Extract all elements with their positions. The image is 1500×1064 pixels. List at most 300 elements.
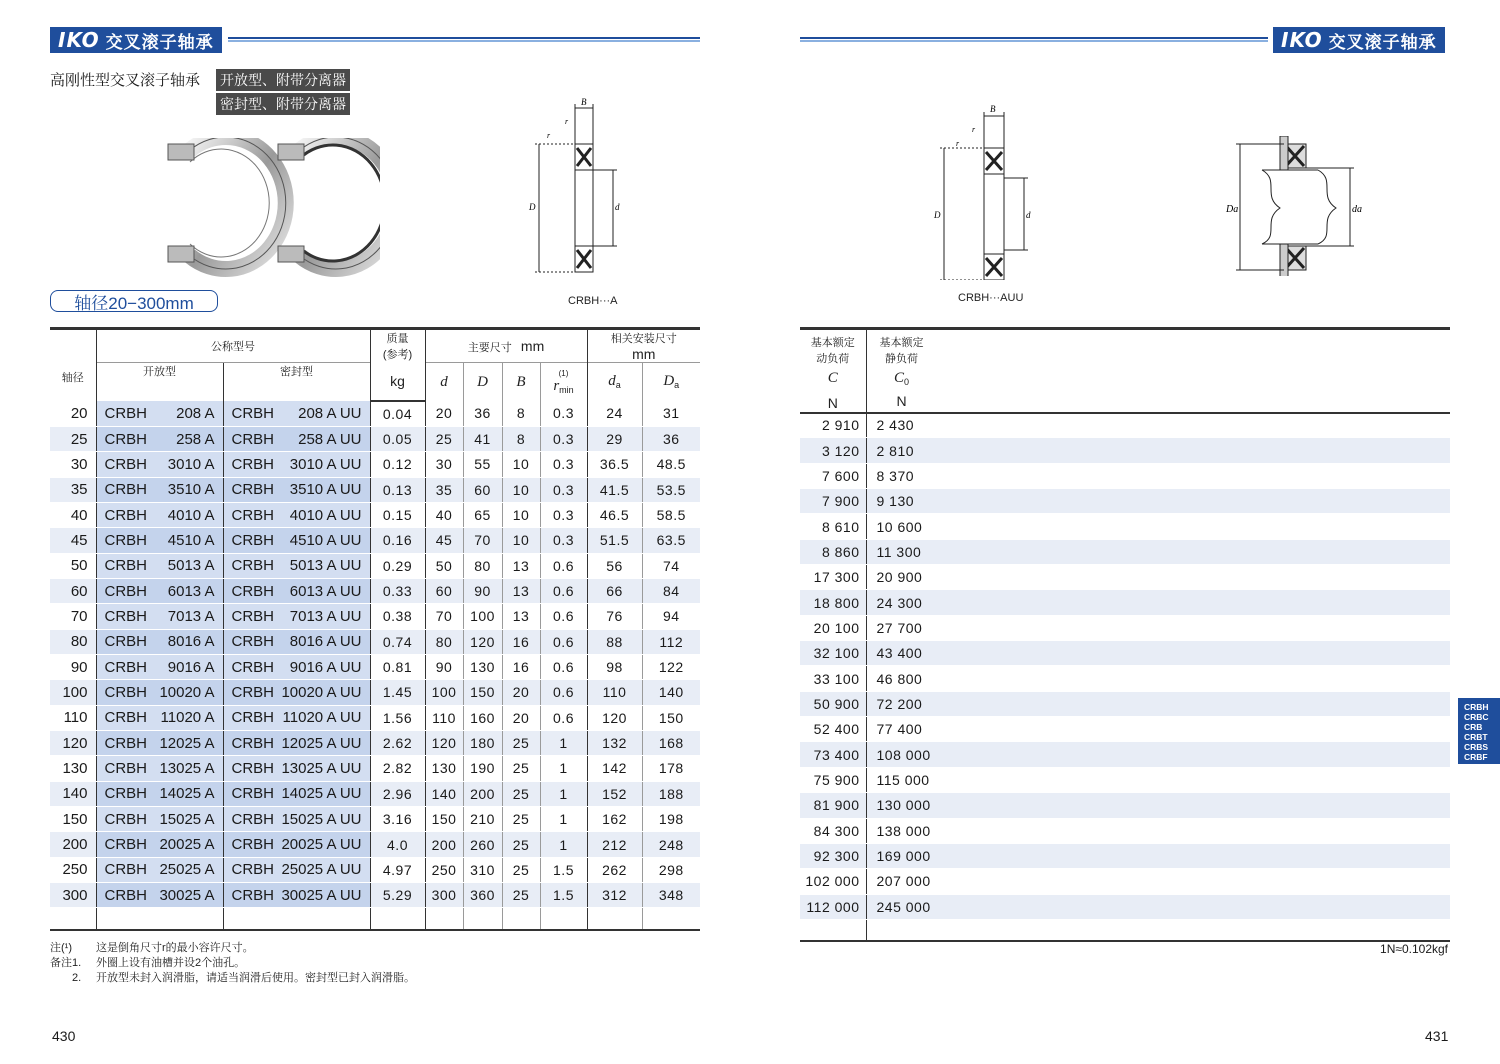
cell-rmin: 0.3 — [540, 452, 587, 477]
cell-da: 36.5 — [587, 452, 642, 477]
cell-sealed-model: CRBH 30025 A UU — [223, 883, 370, 908]
cell-C0: 2 430 — [866, 413, 937, 438]
dim-D: D — [934, 210, 941, 220]
cell-Da: 168 — [642, 730, 700, 755]
cell-C0: 27 700 — [866, 615, 937, 640]
table-row — [50, 604, 700, 629]
cell-d: 35 — [425, 477, 463, 502]
cell-sealed-model: CRBH 4010 A UU — [223, 502, 370, 527]
table-row — [50, 401, 700, 426]
table-row — [50, 578, 700, 603]
cell-Da: 48.5 — [642, 452, 700, 477]
cell-empty — [937, 742, 1450, 767]
cell-empty — [937, 489, 1450, 514]
cell-sealed-model: CRBH 258 A UU — [223, 426, 370, 451]
page-number-right: 431 — [1425, 1028, 1449, 1044]
dimension-table — [50, 327, 700, 931]
table-row — [800, 641, 1450, 666]
table-row — [800, 691, 1450, 716]
cell-D: 80 — [463, 553, 502, 578]
iko-logo: IKO — [1281, 28, 1323, 52]
cell-da: 76 — [587, 604, 642, 629]
cell-empty — [937, 413, 1450, 438]
table-row — [50, 654, 700, 679]
table-row — [50, 502, 700, 527]
dim-r: r — [547, 131, 551, 140]
cell-open-model: CRBH 8016 A — [96, 629, 223, 654]
cell-da: 312 — [587, 883, 642, 908]
cell-rmin: 0.6 — [540, 578, 587, 603]
col-Da-header: $D_a$ — [642, 363, 700, 402]
cell-rmin: 0.3 — [540, 477, 587, 502]
cell-shaft: 60 — [50, 578, 96, 603]
cell-mass: 2.82 — [370, 756, 425, 781]
cell-C0: 207 000 — [866, 869, 937, 894]
table-row — [50, 730, 700, 755]
cell-shaft: 110 — [50, 705, 96, 730]
cell-C0: 115 000 — [866, 767, 937, 792]
cell-B: 10 — [502, 502, 540, 527]
cell-rmin: 0.6 — [540, 553, 587, 578]
cell-mass: 5.29 — [370, 883, 425, 908]
col-mass-header: 质量 (参考) — [370, 329, 425, 363]
product-subtitle: 高刚性型交叉滚子轴承 — [50, 72, 201, 89]
cell-B: 16 — [502, 629, 540, 654]
cell-C: 33 100 — [800, 666, 866, 691]
table-row — [800, 463, 1450, 488]
section-title: 交叉滚子轴承 — [105, 32, 214, 52]
cell-open-model: CRBH 5013 A — [96, 553, 223, 578]
cell-C0: 138 000 — [866, 818, 937, 843]
table-row — [800, 565, 1450, 590]
iko-logo: IKO — [58, 28, 100, 52]
dim-r: r — [565, 117, 569, 126]
table-row — [800, 489, 1450, 514]
cell-B: 10 — [502, 477, 540, 502]
cell-C0: 46 800 — [866, 666, 937, 691]
cell-rmin: 0.3 — [540, 528, 587, 553]
cell-B: 25 — [502, 730, 540, 755]
table-row — [800, 793, 1450, 818]
table-row — [800, 666, 1450, 691]
cell-D: 70 — [463, 528, 502, 553]
cell-d: 40 — [425, 502, 463, 527]
cell-C: 32 100 — [800, 641, 866, 666]
cell-d: 45 — [425, 528, 463, 553]
table-row — [50, 528, 700, 553]
cell-shaft: 40 — [50, 502, 96, 527]
cell-D: 100 — [463, 604, 502, 629]
unit-conversion-note: 1N≈0.102kgf — [1380, 942, 1448, 956]
dim-B: B — [581, 97, 587, 107]
cell-d: 150 — [425, 807, 463, 832]
series-side-tab[interactable] — [1458, 698, 1500, 764]
cell-open-model: CRBH 208 A — [96, 401, 223, 426]
cell-rmin: 1.5 — [540, 883, 587, 908]
col-C0-header: 基本额定 静负荷 $C_0$ N — [866, 329, 937, 413]
cell-C: 81 900 — [800, 793, 866, 818]
cell-mass: 0.74 — [370, 629, 425, 654]
col-rmin-header: (1) $r_{min}$ — [540, 363, 587, 402]
table-row — [800, 717, 1450, 742]
cell-da: 88 — [587, 629, 642, 654]
cell-sealed-model: CRBH 25025 A UU — [223, 857, 370, 882]
cell-mass: 0.16 — [370, 528, 425, 553]
cell-C: 112 000 — [800, 894, 866, 919]
table-row — [800, 767, 1450, 792]
table-row — [50, 426, 700, 451]
cell-open-model: CRBH 13025 A — [96, 756, 223, 781]
table-row — [50, 857, 700, 882]
side-tab-item[interactable]: CRBH — [1464, 702, 1489, 712]
cell-open-model: CRBH 15025 A — [96, 807, 223, 832]
cell-C: 92 300 — [800, 843, 866, 868]
cell-B: 25 — [502, 781, 540, 806]
cell-empty — [937, 565, 1450, 590]
cell-B: 25 — [502, 756, 540, 781]
cell-sealed-model: CRBH 3510 A UU — [223, 477, 370, 502]
col-main-dims-header: 主要尺寸 mm — [425, 329, 587, 363]
cell-D: 55 — [463, 452, 502, 477]
cell-B: 13 — [502, 578, 540, 603]
col-da-header: $d_a$ — [587, 363, 642, 402]
section-drawing-auu — [930, 100, 1040, 280]
cell-Da: 122 — [642, 654, 700, 679]
cell-B: 16 — [502, 654, 540, 679]
cell-mass: 0.04 — [370, 401, 425, 426]
cell-rmin: 1 — [540, 807, 587, 832]
figure-label-a: CRBH···A — [568, 295, 618, 307]
cell-shaft: 300 — [50, 883, 96, 908]
cell-C: 7 900 — [800, 489, 866, 514]
table-row — [800, 590, 1450, 615]
cell-C: 52 400 — [800, 717, 866, 742]
cell-C: 75 900 — [800, 767, 866, 792]
cell-sealed-model: CRBH 7013 A UU — [223, 604, 370, 629]
cell-d: 25 — [425, 426, 463, 451]
cell-Da: 84 — [642, 578, 700, 603]
cell-mass: 0.33 — [370, 578, 425, 603]
table-row — [50, 680, 700, 705]
section-title: 交叉滚子轴承 — [1328, 32, 1437, 52]
cell-empty — [937, 666, 1450, 691]
dim-r: r — [972, 125, 976, 134]
cell-d: 140 — [425, 781, 463, 806]
cell-Da: 248 — [642, 832, 700, 857]
cell-sealed-model: CRBH 208 A UU — [223, 401, 370, 426]
cell-C: 7 600 — [800, 463, 866, 488]
cell-D: 260 — [463, 832, 502, 857]
cell-shaft: 120 — [50, 730, 96, 755]
cell-C0: 130 000 — [866, 793, 937, 818]
cell-open-model: CRBH 3510 A — [96, 477, 223, 502]
cell-shaft: 80 — [50, 629, 96, 654]
cell-da: 66 — [587, 578, 642, 603]
cell-C0: 11 300 — [866, 539, 937, 564]
page-number-left: 430 — [52, 1028, 76, 1044]
cell-sealed-model: CRBH 10020 A UU — [223, 680, 370, 705]
cell-sealed-model: CRBH 13025 A UU — [223, 756, 370, 781]
cell-C0: 108 000 — [866, 742, 937, 767]
cell-open-model: CRBH 14025 A — [96, 781, 223, 806]
cell-sealed-model: CRBH 12025 A UU — [223, 730, 370, 755]
cell-shaft: 150 — [50, 807, 96, 832]
col-d-header: d — [425, 363, 463, 402]
dim-r: r — [956, 139, 960, 148]
col-shaft-header: 轴径 — [50, 329, 96, 402]
cell-B: 20 — [502, 705, 540, 730]
col-mass-unit: kg — [370, 363, 425, 402]
cell-B: 25 — [502, 832, 540, 857]
cell-Da: 63.5 — [642, 528, 700, 553]
cell-rmin: 1 — [540, 756, 587, 781]
cell-C: 84 300 — [800, 818, 866, 843]
cell-B: 10 — [502, 528, 540, 553]
table-row — [800, 742, 1450, 767]
cell-sealed-model: CRBH 14025 A UU — [223, 781, 370, 806]
col-B-header: B — [502, 363, 540, 402]
cell-mass: 2.96 — [370, 781, 425, 806]
cell-D: 190 — [463, 756, 502, 781]
brand-header-left — [50, 27, 222, 53]
table-row — [50, 629, 700, 654]
cell-shaft: 45 — [50, 528, 96, 553]
cell-empty — [937, 615, 1450, 640]
cell-Da: 198 — [642, 807, 700, 832]
cell-open-model: CRBH 7013 A — [96, 604, 223, 629]
cell-C: 73 400 — [800, 742, 866, 767]
cell-sealed-model: CRBH 15025 A UU — [223, 807, 370, 832]
cell-Da: 31 — [642, 401, 700, 426]
dim-D: D — [529, 202, 536, 212]
cell-mass: 3.16 — [370, 807, 425, 832]
cell-da: 110 — [587, 680, 642, 705]
cell-mass: 0.05 — [370, 426, 425, 451]
cell-mass: 0.81 — [370, 654, 425, 679]
cell-da: 51.5 — [587, 528, 642, 553]
cell-shaft: 20 — [50, 401, 96, 426]
cell-rmin: 1 — [540, 832, 587, 857]
cell-sealed-model: CRBH 9016 A UU — [223, 654, 370, 679]
bearing-photos — [150, 138, 380, 278]
cell-B: 25 — [502, 807, 540, 832]
footnotes: 注(¹) 这是倒角尺寸r的最小容许尺寸。 备注1. 外圈上设有油槽并设2个油孔。 2. 开放型未封入润滑脂，请适当润滑后使用。密封型已封入润滑脂。 — [50, 942, 415, 984]
cell-Da: 112 — [642, 629, 700, 654]
brand-header-right — [1273, 27, 1445, 53]
cell-B: 25 — [502, 857, 540, 882]
cell-B: 13 — [502, 553, 540, 578]
cell-da: 29 — [587, 426, 642, 451]
side-tab-item[interactable]: CRBS — [1464, 742, 1489, 752]
col-nominal-header: 公称型号 — [96, 329, 370, 363]
side-tab-item[interactable]: CRB — [1464, 722, 1483, 732]
cell-empty — [937, 818, 1450, 843]
cell-d: 100 — [425, 680, 463, 705]
cell-C: 50 900 — [800, 691, 866, 716]
cell-Da: 140 — [642, 680, 700, 705]
table-row — [50, 832, 700, 857]
cell-da: 132 — [587, 730, 642, 755]
cell-empty — [937, 438, 1450, 463]
cell-open-model: CRBH 258 A — [96, 426, 223, 451]
cell-D: 36 — [463, 401, 502, 426]
cell-rmin: 1 — [540, 730, 587, 755]
bearing-open-photo — [168, 138, 286, 269]
cell-mass: 0.12 — [370, 452, 425, 477]
cell-rmin: 0.6 — [540, 654, 587, 679]
shaft-range-pill: 轴径20−300mm — [50, 290, 218, 312]
table-row — [50, 553, 700, 578]
header-rule-right — [800, 37, 1268, 42]
cell-C0: 77 400 — [866, 717, 937, 742]
cell-D: 150 — [463, 680, 502, 705]
cell-D: 130 — [463, 654, 502, 679]
col-D-header: D — [463, 363, 502, 402]
cell-sealed-model: CRBH 3010 A UU — [223, 452, 370, 477]
cell-d: 20 — [425, 401, 463, 426]
cell-D: 90 — [463, 578, 502, 603]
cell-open-model: CRBH 30025 A — [96, 883, 223, 908]
cell-D: 60 — [463, 477, 502, 502]
table-row — [50, 756, 700, 781]
cell-da: 212 — [587, 832, 642, 857]
cell-rmin: 0.6 — [540, 680, 587, 705]
cell-empty — [937, 691, 1450, 716]
cell-d: 110 — [425, 705, 463, 730]
cell-rmin: 0.3 — [540, 401, 587, 426]
cell-Da: 150 — [642, 705, 700, 730]
cell-empty — [937, 894, 1450, 919]
col-C-header: 基本额定 动负荷 C N — [800, 329, 866, 413]
cell-sealed-model: CRBH 8016 A UU — [223, 629, 370, 654]
cell-open-model: CRBH 10020 A — [96, 680, 223, 705]
cell-rmin: 0.6 — [540, 629, 587, 654]
cell-da: 142 — [587, 756, 642, 781]
cell-C0: 20 900 — [866, 565, 937, 590]
cell-C0: 2 810 — [866, 438, 937, 463]
col-sealed-header: 密封型 — [223, 363, 370, 402]
cell-C0: 169 000 — [866, 843, 937, 868]
cell-d: 80 — [425, 629, 463, 654]
cell-mass: 1.56 — [370, 705, 425, 730]
cell-mass: 0.29 — [370, 553, 425, 578]
cell-B: 25 — [502, 883, 540, 908]
cell-da: 120 — [587, 705, 642, 730]
cell-shaft: 100 — [50, 680, 96, 705]
cell-empty — [937, 539, 1450, 564]
cell-mass: 0.15 — [370, 502, 425, 527]
cell-d: 30 — [425, 452, 463, 477]
cell-d: 90 — [425, 654, 463, 679]
cell-open-model: CRBH 9016 A — [96, 654, 223, 679]
cell-empty — [937, 843, 1450, 868]
table-row — [800, 615, 1450, 640]
cell-mass: 0.38 — [370, 604, 425, 629]
cell-shaft: 90 — [50, 654, 96, 679]
cell-empty — [937, 793, 1450, 818]
side-tab-item[interactable]: CRBT — [1464, 732, 1488, 742]
cell-da: 46.5 — [587, 502, 642, 527]
cell-C: 18 800 — [800, 590, 866, 615]
cell-open-model: CRBH 4010 A — [96, 502, 223, 527]
cell-sealed-model: CRBH 11020 A UU — [223, 705, 370, 730]
cell-empty — [937, 641, 1450, 666]
cell-empty — [937, 590, 1450, 615]
cell-D: 120 — [463, 629, 502, 654]
cell-shaft: 130 — [50, 756, 96, 781]
side-tab-item[interactable]: CRBF — [1464, 752, 1488, 762]
cell-D: 180 — [463, 730, 502, 755]
cell-open-model: CRBH 25025 A — [96, 857, 223, 882]
cell-D: 41 — [463, 426, 502, 451]
cell-B: 10 — [502, 452, 540, 477]
cell-rmin: 1.5 — [540, 857, 587, 882]
figure-label-auu: CRBH···AUU — [958, 292, 1024, 304]
table-row — [800, 894, 1450, 919]
cell-rmin: 0.3 — [540, 502, 587, 527]
header-rule-left — [228, 37, 700, 42]
side-tab-item[interactable]: CRBC — [1464, 712, 1489, 722]
cell-da: 98 — [587, 654, 642, 679]
cell-mass: 1.45 — [370, 680, 425, 705]
cell-B: 8 — [502, 401, 540, 426]
cell-Da: 58.5 — [642, 502, 700, 527]
cell-Da: 178 — [642, 756, 700, 781]
mounting-drawing — [1222, 136, 1372, 276]
cell-rmin: 0.6 — [540, 604, 587, 629]
cell-open-model: CRBH 12025 A — [96, 730, 223, 755]
cell-C0: 9 130 — [866, 489, 937, 514]
cell-shaft: 30 — [50, 452, 96, 477]
cell-d: 70 — [425, 604, 463, 629]
cell-C0: 72 200 — [866, 691, 937, 716]
cell-da: 56 — [587, 553, 642, 578]
table-row — [800, 818, 1450, 843]
cell-D: 360 — [463, 883, 502, 908]
tag-open-type: 开放型、附带分离器 — [216, 69, 350, 91]
cell-empty — [937, 717, 1450, 742]
cell-C: 3 120 — [800, 438, 866, 463]
cell-open-model: CRBH 11020 A — [96, 705, 223, 730]
cell-B: 8 — [502, 426, 540, 451]
cell-D: 210 — [463, 807, 502, 832]
cell-open-model: CRBH 3010 A — [96, 452, 223, 477]
table-row — [800, 438, 1450, 463]
cell-shaft: 140 — [50, 781, 96, 806]
cell-d: 60 — [425, 578, 463, 603]
cell-C: 20 100 — [800, 615, 866, 640]
cell-d: 300 — [425, 883, 463, 908]
cell-Da: 94 — [642, 604, 700, 629]
cell-empty — [937, 463, 1450, 488]
table-row — [800, 869, 1450, 894]
table-row — [800, 843, 1450, 868]
cell-empty — [937, 869, 1450, 894]
cell-C0: 43 400 — [866, 641, 937, 666]
cell-Da: 348 — [642, 883, 700, 908]
dim-d: d — [615, 202, 620, 212]
cell-d: 50 — [425, 553, 463, 578]
table-row — [800, 539, 1450, 564]
load-rating-table — [800, 327, 1450, 942]
cell-Da: 36 — [642, 426, 700, 451]
cell-shaft: 70 — [50, 604, 96, 629]
cell-sealed-model: CRBH 5013 A UU — [223, 553, 370, 578]
cell-shaft: 50 — [50, 553, 96, 578]
cell-C: 2 910 — [800, 413, 866, 438]
cell-rmin: 1 — [540, 781, 587, 806]
dim-Da: Da — [1226, 204, 1239, 215]
